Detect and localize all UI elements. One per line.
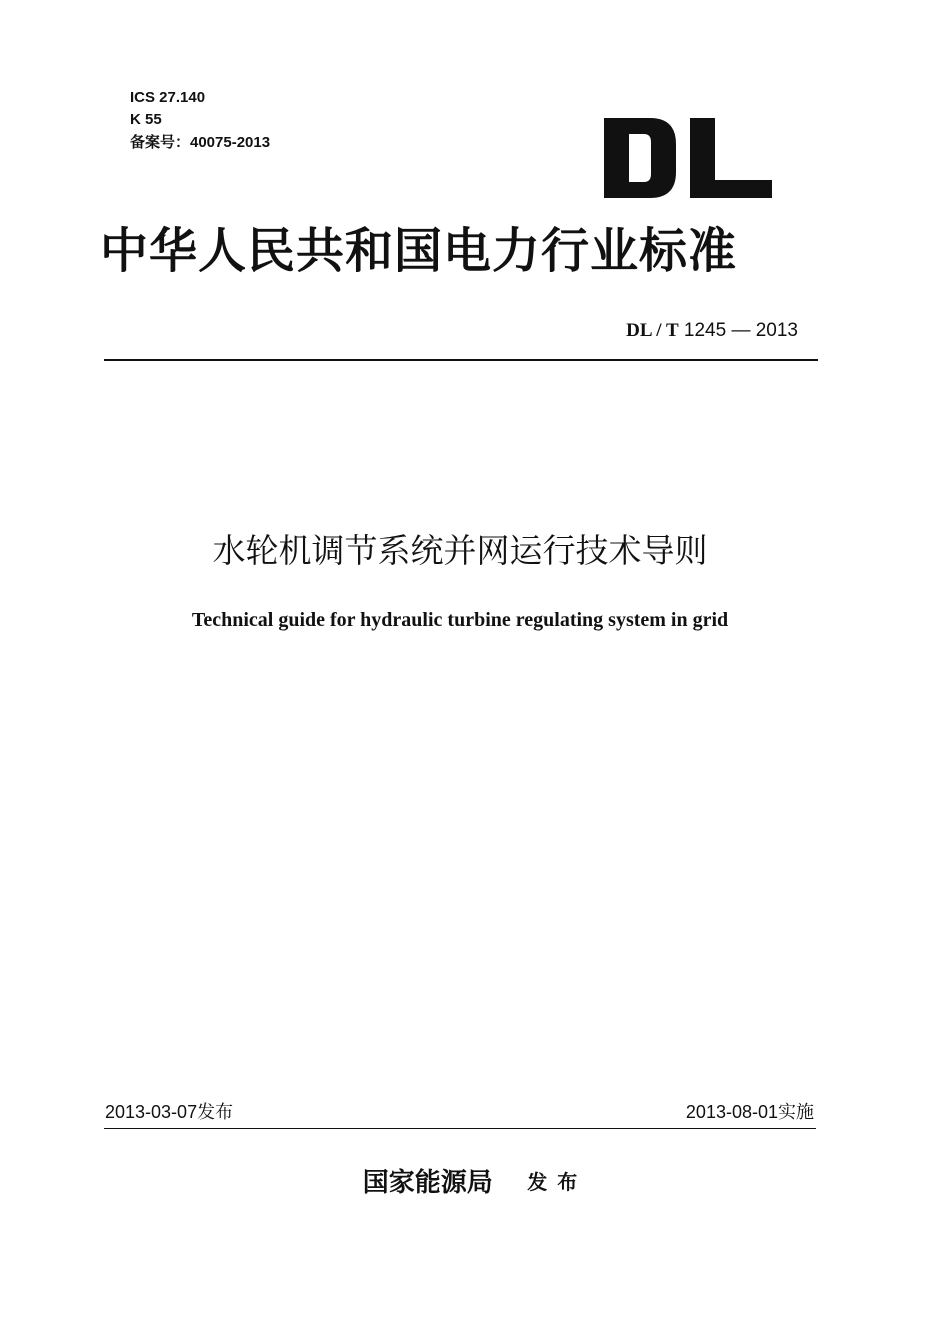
footer-divider xyxy=(104,1128,816,1129)
dl-logo xyxy=(604,118,772,198)
document-title-english: Technical guide for hydraulic turbine regulating system in grid xyxy=(191,609,729,631)
issuer-name: 国家能源局 xyxy=(362,1168,493,1198)
publish-date: 2013-03-07发布 xyxy=(105,1102,234,1122)
record-number: 备案号：40075-2013 xyxy=(130,134,271,151)
standard-number-value: 1245 — 2013 xyxy=(683,320,798,341)
standard-code: DL / T xyxy=(626,320,679,341)
document-title-chinese: 水轮机调节系统并网运行技术导则 xyxy=(212,531,708,570)
issuing-body-title: 中华人民共和国电力行业标准 xyxy=(100,223,738,279)
header-divider xyxy=(104,359,818,361)
standard-number xyxy=(626,318,798,344)
classification-code: K 55 xyxy=(130,111,162,128)
issuer-line xyxy=(0,1165,950,1201)
effective-date: 2013-08-01实施 xyxy=(685,1102,814,1122)
issuer-action: 发布 xyxy=(527,1172,588,1194)
ics-code: ICS 27.140 xyxy=(130,89,206,106)
